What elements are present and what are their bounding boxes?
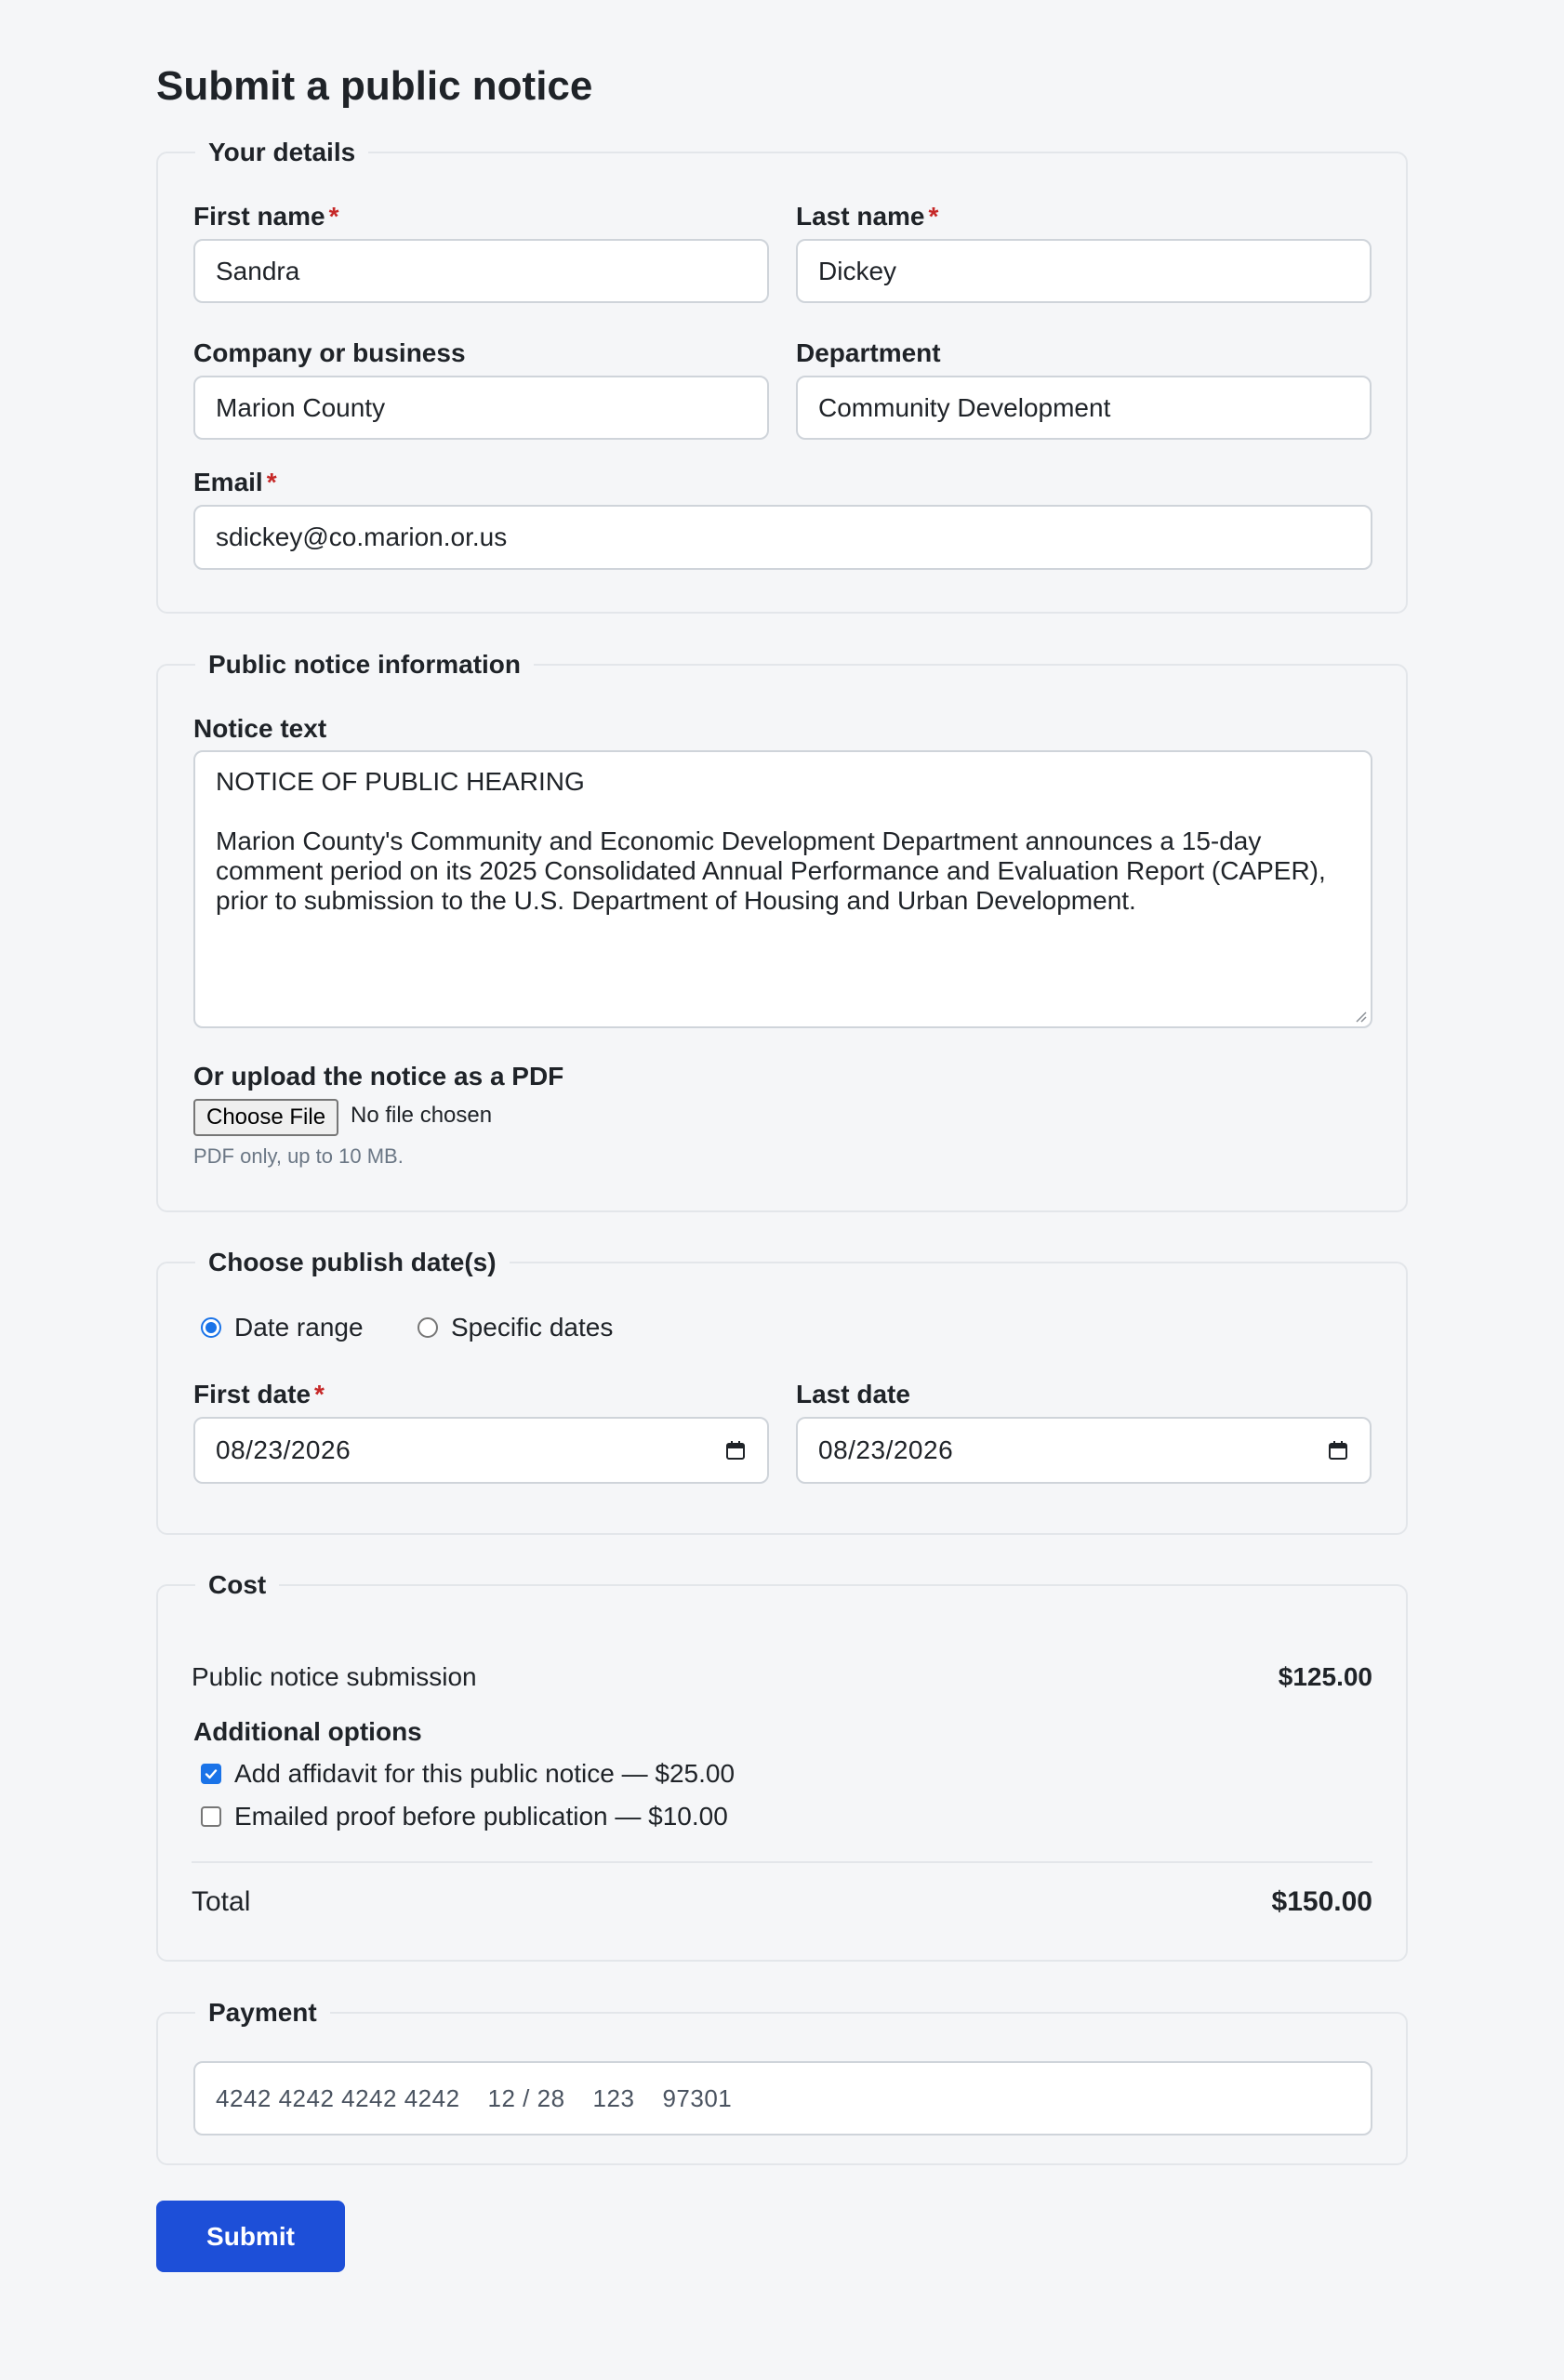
total-value: $150.00 (1271, 1886, 1372, 1917)
submission-price: $125.00 (1278, 1662, 1372, 1691)
payment-legend: Payment (208, 1998, 317, 2027)
radio-date-range-label: Date range (234, 1313, 364, 1342)
resize-grip-icon[interactable] (1354, 1010, 1367, 1023)
calendar-icon[interactable] (724, 1439, 747, 1461)
radio-specific-dates[interactable] (418, 1313, 613, 1342)
notice-text-label: Notice text (193, 714, 327, 743)
submit-button[interactable]: Submit (156, 2201, 345, 2272)
notice-textarea[interactable] (193, 750, 1372, 1028)
card-expiry[interactable]: 12 / 28 (487, 2083, 565, 2112)
first-date-input[interactable] (193, 1417, 769, 1484)
card-zip[interactable]: 97301 (662, 2083, 733, 2112)
first-date-value: 08/23/2026 (216, 1435, 351, 1464)
submission-label: Public notice submission (192, 1662, 477, 1691)
first-name-input[interactable] (193, 239, 769, 303)
last-name-label (796, 201, 938, 232)
emailed-proof-option[interactable] (201, 1802, 728, 1831)
first-date-label-text: First date (193, 1380, 311, 1408)
required-marker: * (928, 202, 939, 231)
card-cvc[interactable]: 123 (592, 2083, 635, 2112)
required-marker: * (314, 1380, 325, 1408)
submission-cost-row (192, 1659, 1372, 1695)
upload-hint: PDF only, up to 10 MB. (193, 1144, 404, 1168)
affidavit-option[interactable] (201, 1759, 735, 1789)
calendar-icon[interactable] (1327, 1439, 1349, 1461)
last-date-input[interactable] (796, 1417, 1372, 1484)
total-row (192, 1884, 1372, 1921)
last-name-input[interactable] (796, 239, 1372, 303)
affidavit-option-label: Add affidavit for this public notice — $25.00 (234, 1759, 736, 1788)
upload-label: Or upload the notice as a PDF (193, 1062, 564, 1091)
radio-button-checked[interactable] (201, 1317, 221, 1338)
publish-legend: Choose publish date(s) (208, 1248, 497, 1276)
radio-specific-dates-label: Specific dates (451, 1313, 614, 1342)
required-marker: * (266, 468, 277, 496)
company-input[interactable] (193, 376, 769, 440)
file-status-text: No file chosen (351, 1103, 493, 1128)
cost-divider (192, 1861, 1372, 1863)
checkmark-icon (204, 1766, 219, 1781)
radio-button-unchecked[interactable] (418, 1317, 438, 1338)
checkbox-checked[interactable] (201, 1764, 221, 1784)
first-name-label-text: First name (193, 202, 325, 231)
department-input[interactable] (796, 376, 1372, 440)
email-input[interactable] (193, 505, 1372, 570)
card-number[interactable]: 4242 4242 4242 4242 (216, 2083, 460, 2112)
required-marker: * (328, 202, 339, 231)
choose-file-button[interactable]: Choose File (193, 1099, 338, 1136)
radio-date-range[interactable] (201, 1313, 364, 1342)
page-title: Submit a public notice (156, 63, 593, 109)
checkbox-unchecked[interactable] (201, 1806, 221, 1827)
email-label-text: Email (193, 468, 263, 496)
last-date-label: Last date (796, 1380, 910, 1408)
publish-section (156, 1247, 1408, 1535)
card-input[interactable] (193, 2061, 1372, 2135)
last-name-label-text: Last name (796, 202, 925, 231)
last-date-value: 08/23/2026 (818, 1435, 954, 1464)
company-label: Company or business (193, 338, 466, 367)
notice-text-wrapper (193, 750, 1372, 1028)
emailed-proof-option-label: Emailed proof before publication — $10.00 (234, 1802, 728, 1831)
first-name-label (193, 201, 339, 232)
first-date-label (193, 1379, 325, 1410)
total-label: Total (192, 1886, 251, 1917)
details-legend: Your details (208, 138, 356, 166)
additional-options-heading: Additional options (193, 1717, 422, 1746)
email-label (193, 467, 277, 498)
department-label: Department (796, 338, 941, 367)
cost-legend: Cost (208, 1570, 267, 1599)
notice-legend: Public notice information (208, 650, 522, 679)
